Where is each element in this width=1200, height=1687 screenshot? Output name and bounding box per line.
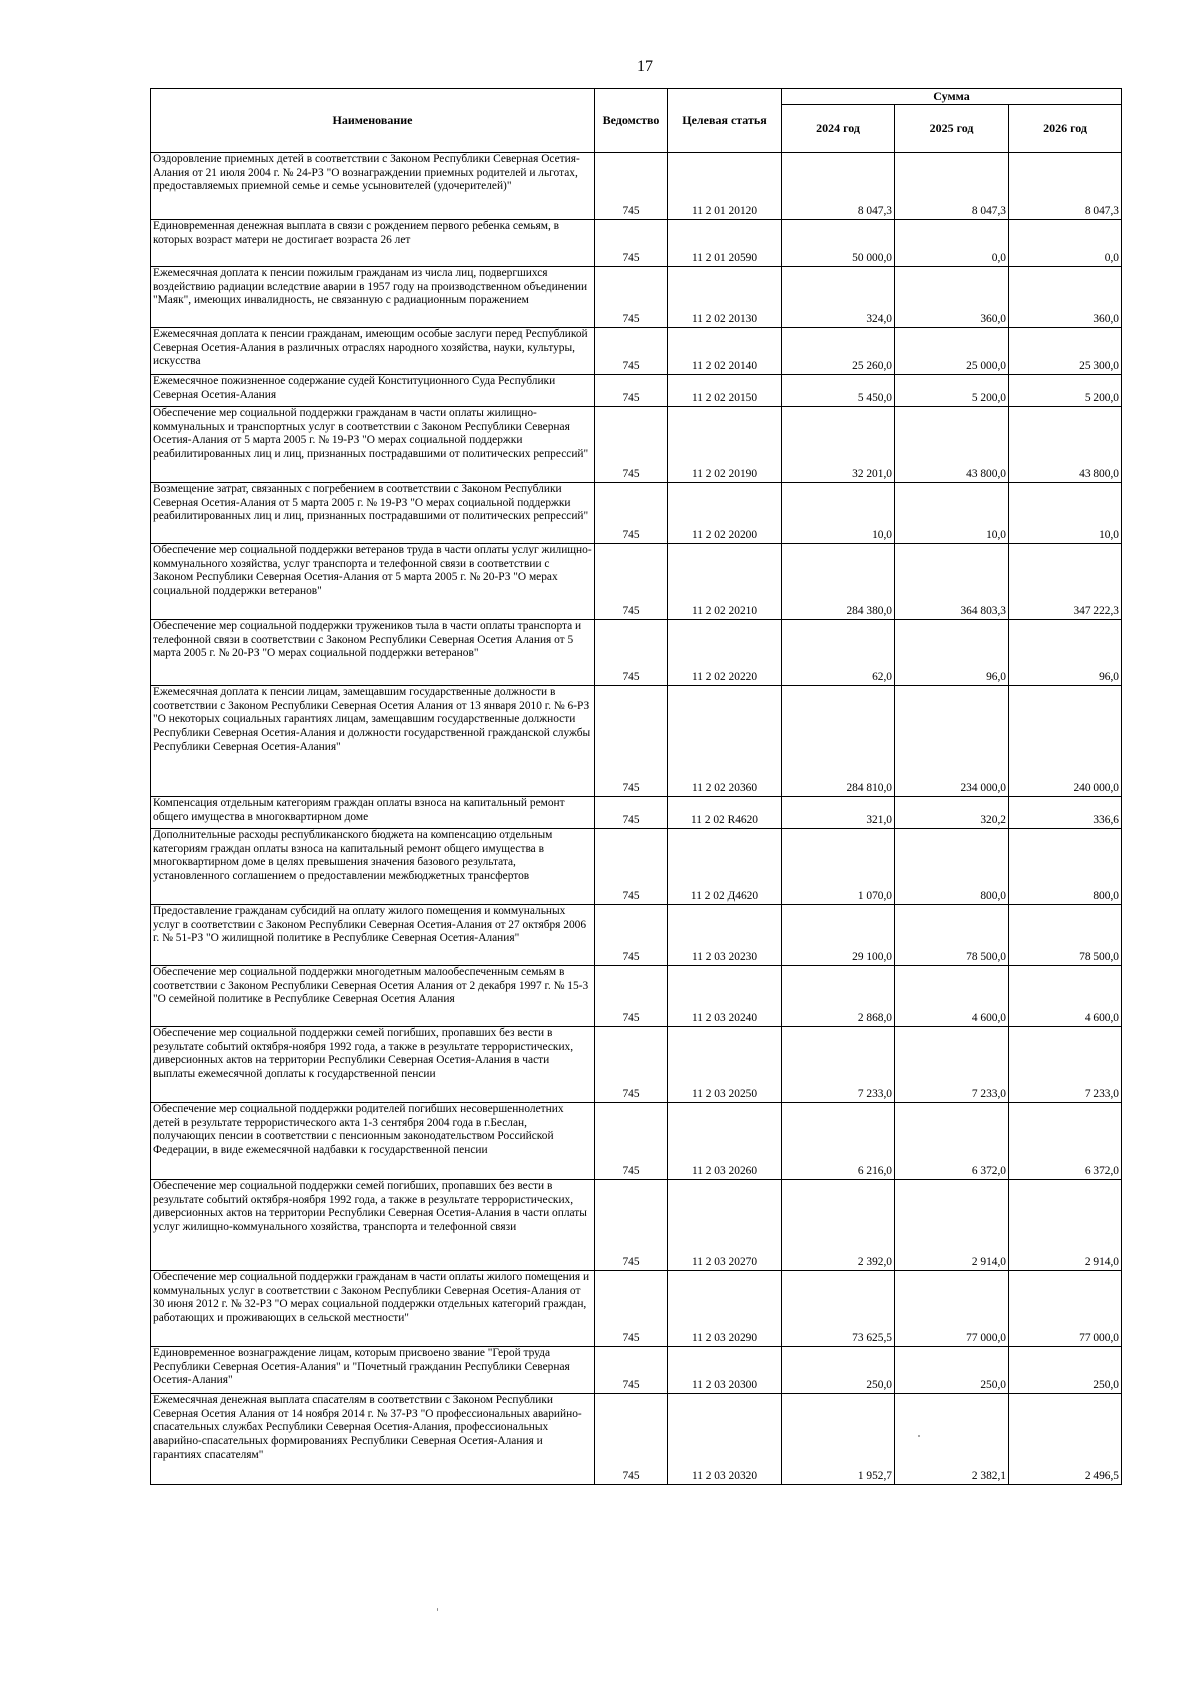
- row-amount-2026: 2 496,5: [1009, 1393, 1122, 1484]
- row-article: 11 2 02 20200: [668, 482, 782, 543]
- row-department: 745: [595, 796, 668, 828]
- row-amount-2025: 25 000,0: [895, 327, 1009, 374]
- table-row: [151, 266, 1122, 327]
- row-department: 745: [595, 1179, 668, 1270]
- table-row: [151, 219, 1122, 266]
- row-amount-2026: 77 000,0: [1009, 1270, 1122, 1346]
- row-amount-2026: 5 200,0: [1009, 374, 1122, 406]
- row-name: Единовременная денежная выплата в связи с рождением первого ребенка семьям, в которых возраст матери не достигает возраста 26 лет: [151, 219, 595, 266]
- row-name: Обеспечение мер социальной поддержки родителей погибших несовершеннолетних детей в результате террористического акта 1-3 сентября 2004 года в г.Беслан, получающих пенсии в соответствии с пенсионным законодательством Российской Федерации, в виде ежемесячной надбавки к государственной пенсии: [151, 1102, 595, 1179]
- row-amount-2024: 284 380,0: [782, 543, 895, 619]
- row-department: 745: [595, 965, 668, 1026]
- header-year-2024: 2024 год: [782, 104, 895, 152]
- row-article: 11 2 02 20140: [668, 327, 782, 374]
- row-amount-2024: 2 392,0: [782, 1179, 895, 1270]
- row-department: 745: [595, 1026, 668, 1102]
- row-amount-2026: 96,0: [1009, 619, 1122, 685]
- row-amount-2025: 7 233,0: [895, 1026, 1009, 1102]
- table-row: [151, 1102, 1122, 1179]
- row-amount-2024: 2 868,0: [782, 965, 895, 1026]
- row-amount-2026: 240 000,0: [1009, 685, 1122, 796]
- row-amount-2024: 25 260,0: [782, 327, 895, 374]
- row-name: Ежемесячная денежная выплата спасателям в соответствии с Законом Республики Северная Осетия Алания от 14 ноября 2014 г. № 37-РЗ "О профессиональных аварийно-спасательных службах Республики Северная Осетия-Алания, профессиональных аварийно-спасательных формированиях Республики Северная Осетия-Алания и гарантиях спасателям": [151, 1393, 595, 1484]
- row-amount-2026: 360,0: [1009, 266, 1122, 327]
- row-article: 11 2 02 20130: [668, 266, 782, 327]
- row-amount-2024: 50 000,0: [782, 219, 895, 266]
- row-amount-2024: 7 233,0: [782, 1026, 895, 1102]
- row-amount-2024: 284 810,0: [782, 685, 895, 796]
- row-amount-2024: 62,0: [782, 619, 895, 685]
- row-name: Обеспечение мер социальной поддержки тружеников тыла в части оплаты транспорта и телефонной связи в соответствии с Законом Республики Северная Осетия Алания от 5 марта 2005 г. № 20-РЗ "О мерах социальной поддержки ветеранов": [151, 619, 595, 685]
- row-department: 745: [595, 1393, 668, 1484]
- row-amount-2026: 347 222,3: [1009, 543, 1122, 619]
- row-department: 745: [595, 482, 668, 543]
- row-amount-2025: 360,0: [895, 266, 1009, 327]
- row-amount-2024: 6 216,0: [782, 1102, 895, 1179]
- row-department: 745: [595, 406, 668, 482]
- row-name: Оздоровление приемных детей в соответствии с Законом Республики Северная Осетия-Алания от 21 июля 2004 г. № 24-РЗ "О вознаграждении приемных родителей и льготах, предоставляемых приемной семье и семье усыновителей (удочерителей)": [151, 152, 595, 219]
- row-amount-2026: 336,6: [1009, 796, 1122, 828]
- row-amount-2025: 77 000,0: [895, 1270, 1009, 1346]
- table-row: [151, 685, 1122, 796]
- table-row: [151, 543, 1122, 619]
- row-amount-2025: 43 800,0: [895, 406, 1009, 482]
- row-department: 745: [595, 266, 668, 327]
- table-row: [151, 1026, 1122, 1102]
- table-row: [151, 152, 1122, 219]
- row-amount-2024: 8 047,3: [782, 152, 895, 219]
- row-article: 11 2 02 20220: [668, 619, 782, 685]
- table-row: [151, 406, 1122, 482]
- row-name: Ежемесячная доплата к пенсии пожилым гражданам из числа лиц, подвергшихся воздействию радиации вследствие аварии в 1957 году на производственном объединении "Маяк", имеющих инвалидность, не связанную с радиационным поражением: [151, 266, 595, 327]
- row-department: 745: [595, 619, 668, 685]
- row-department: 745: [595, 1346, 668, 1393]
- table-row: [151, 619, 1122, 685]
- row-article: 11 2 03 20260: [668, 1102, 782, 1179]
- row-amount-2024: 250,0: [782, 1346, 895, 1393]
- row-name: Ежемесячное пожизненное содержание судей Конституционного Суда Республики Северная Осетия-Алания: [151, 374, 595, 406]
- row-amount-2026: 250,0: [1009, 1346, 1122, 1393]
- row-article: 11 2 03 20240: [668, 965, 782, 1026]
- row-article: 11 2 01 20120: [668, 152, 782, 219]
- row-amount-2026: 25 300,0: [1009, 327, 1122, 374]
- row-article: 11 2 03 20250: [668, 1026, 782, 1102]
- row-department: 745: [595, 828, 668, 904]
- table-row: [151, 374, 1122, 406]
- row-amount-2024: 321,0: [782, 796, 895, 828]
- row-name: Компенсация отдельным категориям граждан оплаты взноса на капитальный ремонт общего имущества в многоквартирном доме: [151, 796, 595, 828]
- row-name: Ежемесячная доплата к пенсии гражданам, имеющим особые заслуги перед Республикой Северная Осетия-Алания в различных отраслях народного хозяйства, науки, культуры, искусства: [151, 327, 595, 374]
- header-sum: Сумма: [782, 89, 1122, 105]
- row-amount-2025: 5 200,0: [895, 374, 1009, 406]
- row-department: 745: [595, 152, 668, 219]
- row-article: 11 2 03 20300: [668, 1346, 782, 1393]
- row-article: 11 2 02 20190: [668, 406, 782, 482]
- row-amount-2025: 800,0: [895, 828, 1009, 904]
- row-department: 745: [595, 219, 668, 266]
- row-amount-2025: 0,0: [895, 219, 1009, 266]
- row-article: 11 2 02 20210: [668, 543, 782, 619]
- row-article: 11 2 03 20230: [668, 904, 782, 965]
- page-number: 17: [637, 58, 653, 75]
- row-amount-2025: 320,2: [895, 796, 1009, 828]
- row-article: 11 2 02 20360: [668, 685, 782, 796]
- table-row: [151, 965, 1122, 1026]
- row-name: Дополнительные расходы республиканского бюджета на компенсацию отдельным категориям граждан оплаты взноса на капитальный ремонт общего имущества в многоквартирном доме в целях превышения значения базового результата, установленного соглашением о предоставлении межбюджетных трансфертов: [151, 828, 595, 904]
- row-name: Обеспечение мер социальной поддержки семей погибших, пропавших без вести в результате событий октября-ноября 1992 года, а также в результате террористических, диверсионных актов на территории Республики Северная Осетия-Алания в части выплаты ежемесячной доплаты к государственной пенсии: [151, 1026, 595, 1102]
- header-name: Наименование: [151, 89, 595, 153]
- row-name: Обеспечение мер социальной поддержки многодетным малообеспеченным семьям в соответствии с Законом Республики Северная Осетия Алания от 2 декабря 1997 г. № 15-3 "О семейной политике в Республике Северная Осетия Алания: [151, 965, 595, 1026]
- row-amount-2024: 1 952,7: [782, 1393, 895, 1484]
- row-amount-2026: 2 914,0: [1009, 1179, 1122, 1270]
- header-article: Целевая статья: [668, 89, 782, 153]
- row-amount-2024: 324,0: [782, 266, 895, 327]
- row-amount-2026: 78 500,0: [1009, 904, 1122, 965]
- row-amount-2025: 6 372,0: [895, 1102, 1009, 1179]
- row-amount-2025: 2 914,0: [895, 1179, 1009, 1270]
- header-year-2025: 2025 год: [895, 104, 1009, 152]
- row-name: Ежемесячная доплата к пенсии лицам, замещавшим государственные должности в соответствии с Законом Республики Северная Осетия Алания от 13 января 2010 г. № 6-РЗ "О некоторых социальных гарантиях лицам, замещавшим государственные должности Республики Северная Осетия-Алания и должности государственной гражданской службы Республики Северная Осетия-Алания": [151, 685, 595, 796]
- table-row: [151, 828, 1122, 904]
- row-name: Обеспечение мер социальной поддержки гражданам в части оплаты жилого помещения и коммунальных услуг в соответствии с Законом Республики Северная Осетия-Алания от 30 июня 2012 г. № 32-РЗ "О мерах социальной поддержки отдельных категорий граждан, работающих и проживающих в сельской местности": [151, 1270, 595, 1346]
- row-department: 745: [595, 1102, 668, 1179]
- row-amount-2026: 6 372,0: [1009, 1102, 1122, 1179]
- row-name: Обеспечение мер социальной поддержки ветеранов труда в части оплаты услуг жилищно-коммунального хозяйства, услуг транспорта и телефонной связи в соответствии с Законом Республики Северная Осетия-Алания от 5 марта 2005 г. № 20-РЗ "О мерах социальной поддержки ветеранов": [151, 543, 595, 619]
- row-article: 11 2 02 20150: [668, 374, 782, 406]
- row-department: 745: [595, 543, 668, 619]
- row-department: 745: [595, 1270, 668, 1346]
- row-amount-2024: 5 450,0: [782, 374, 895, 406]
- row-amount-2024: 32 201,0: [782, 406, 895, 482]
- row-name: Возмещение затрат, связанных с погребением в соответствии с Законом Республики Северная Осетия-Алания от 5 марта 2005 г. № 19-РЗ "О мерах социальной поддержки реабилитированных лиц и лиц, признанных пострадавшими от политических репрессий": [151, 482, 595, 543]
- row-amount-2025: 250,0: [895, 1346, 1009, 1393]
- table-row: [151, 482, 1122, 543]
- row-amount-2026: 4 600,0: [1009, 965, 1122, 1026]
- row-amount-2026: 43 800,0: [1009, 406, 1122, 482]
- row-amount-2025: 2 382,1: [895, 1393, 1009, 1484]
- table-row: [151, 1270, 1122, 1346]
- row-amount-2026: 8 047,3: [1009, 152, 1122, 219]
- row-name: Единовременное вознаграждение лицам, которым присвоено звание "Герой труда Республики Северная Осетия-Алания" и "Почетный гражданин Республики Северная Осетия-Алания": [151, 1346, 595, 1393]
- scan-speck: [437, 1608, 438, 1611]
- row-article: 11 2 02 R4620: [668, 796, 782, 828]
- header-department: Ведомство: [595, 89, 668, 153]
- row-amount-2025: 8 047,3: [895, 152, 1009, 219]
- table-row: [151, 796, 1122, 828]
- row-article: 11 2 03 20320: [668, 1393, 782, 1484]
- row-article: 11 2 02 Д4620: [668, 828, 782, 904]
- table-body: [151, 152, 1122, 1484]
- row-article: 11 2 03 20270: [668, 1179, 782, 1270]
- row-name: Предоставление гражданам субсидий на оплату жилого помещения и коммунальных услуг в соответствии с Законом Республики Северная Осетия-Алания от 27 октября 2006 г. № 51-РЗ "О жилищной политике в Республике Северная Осетия-Алания": [151, 904, 595, 965]
- row-amount-2026: 10,0: [1009, 482, 1122, 543]
- table-row: [151, 904, 1122, 965]
- scan-speck: [918, 1435, 920, 1437]
- row-amount-2025: 364 803,3: [895, 543, 1009, 619]
- row-amount-2025: 78 500,0: [895, 904, 1009, 965]
- row-amount-2026: 0,0: [1009, 219, 1122, 266]
- header-year-2026: 2026 год: [1009, 104, 1122, 152]
- table-row: [151, 1393, 1122, 1484]
- row-article: 11 2 01 20590: [668, 219, 782, 266]
- row-name: Обеспечение мер социальной поддержки гражданам в части оплаты жилищно-коммунальных и транспортных услуг в соответствии с Законом Республики Северная Осетия-Алания от 5 марта 2005 г. № 19-РЗ "О мерах социальной поддержки реабилитированных лиц и лиц, признанных пострадавшими от политических репрессий": [151, 406, 595, 482]
- row-amount-2025: 10,0: [895, 482, 1009, 543]
- row-article: 11 2 03 20290: [668, 1270, 782, 1346]
- row-name: Обеспечение мер социальной поддержки семей погибших, пропавших без вести в результате событий октября-ноября 1992 года, а также в результате террористических, диверсионных актов на территории Республики Северная Осетия-Алания в части оплаты услуг жилищно-коммунального хозяйства, транспорта и телефонной связи: [151, 1179, 595, 1270]
- table-header: [151, 89, 1122, 153]
- table-row: [151, 1179, 1122, 1270]
- table-row: [151, 1346, 1122, 1393]
- row-amount-2025: 234 000,0: [895, 685, 1009, 796]
- row-department: 745: [595, 904, 668, 965]
- row-amount-2026: 800,0: [1009, 828, 1122, 904]
- row-amount-2024: 1 070,0: [782, 828, 895, 904]
- row-amount-2026: 7 233,0: [1009, 1026, 1122, 1102]
- budget-table: [150, 88, 1122, 1485]
- row-amount-2024: 29 100,0: [782, 904, 895, 965]
- row-department: 745: [595, 685, 668, 796]
- row-amount-2025: 4 600,0: [895, 965, 1009, 1026]
- row-amount-2024: 10,0: [782, 482, 895, 543]
- row-department: 745: [595, 374, 668, 406]
- row-amount-2025: 96,0: [895, 619, 1009, 685]
- table-row: [151, 327, 1122, 374]
- row-department: 745: [595, 327, 668, 374]
- row-amount-2024: 73 625,5: [782, 1270, 895, 1346]
